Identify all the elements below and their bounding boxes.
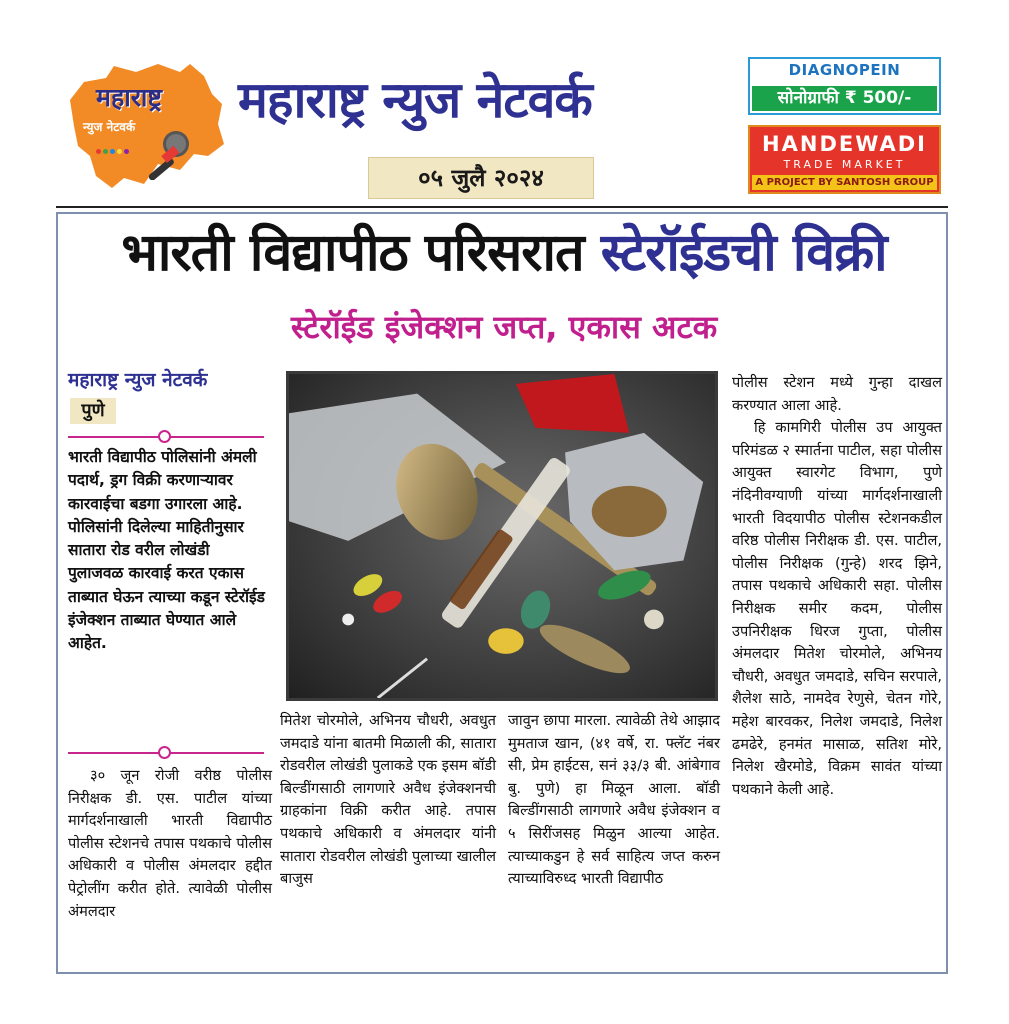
handewadi-ad[interactable] xyxy=(748,125,941,194)
article-column-4 xyxy=(732,372,942,801)
column-4-paragraph-2: हि कामगिरी पोलीस उप आयुक्त परिमंडळ २ स्मार्तना पाटील, सहा पोलीस आयुक्त स्वारगेट विभाग, पुणे नंदिनीवग्याणी यांच्या मार्गदर्शनाखाली भारती विदयापीठ पोलीस स्टेशनकडील वरिष्ठ पोलीस निरीक्षक डी. एस. पाटील, पोलीस निरीक्षक (गुन्हे) शरद झिने, तपास पथकाचे अधिकारी सहा. पोलीस निरीक्षक समीर कदम, पोलीस उपनिरीक्षक धिरज गुप्ता, पोलीस अंमलदार मितेश चोरमोले, अभिनय चौधरी, अवधुत जमदाडे, सचिन सरपाले, शैलेश साठे, नामदेव रेणुसे, चेतन गोरे, महेश बारवकर, निलेश जमदाडे, निलेश ढमढेरे, हनमंत मासाळ, सतिश मोरे, निलेश खैरमोडे, विक्रम सावंत यांच्या पथकाने केली आहे. xyxy=(732,419,942,798)
ad-subtitle: TRADE MARKET xyxy=(783,158,906,171)
column-4-paragraph-1: पोलीस स्टेशन मध्ये गुन्हा दाखल करण्यात आला आहे. xyxy=(732,374,942,414)
microphone-icon xyxy=(142,128,192,180)
ad-offer: सोनोग्राफी ₹ 500/- xyxy=(752,86,937,111)
ad-brand: DIAGNOPEIN xyxy=(788,61,901,79)
article-column-3: जावुन छापा मारला. त्यावेळी तेथे आझाद मुमताज खान, (४१ वर्षे, रा. फ्लॅट नंबर सी, प्रेम हाईटस, सनं ३३/३ बी. आंबेगाव बु. पुणे) हा मिळून आला. बॉडी बिल्डींगसाठी लागणारे अवैध इंजेक्शन व ५ सिरींजसह मिळुन आल्या आहेत. त्याच्याकडुन हे सर्व साहित्य जप्त करुन त्याच्याविरुध्द भारती विद्यापीठ xyxy=(508,712,720,888)
logo-subtitle: न्युज नेटवर्क xyxy=(83,120,136,134)
dateline-city: पुणे xyxy=(70,398,116,424)
diagnopein-ad[interactable] xyxy=(748,57,941,115)
headline-part1: भारती विद्यापीठ परिसरात xyxy=(121,223,584,283)
ad-brand: HANDEWADI xyxy=(762,132,927,156)
headline-part2: स्टेरॉईडची विक्री xyxy=(600,223,887,283)
byline: महाराष्ट्र न्युज नेटवर्क xyxy=(68,369,208,391)
article-column-2: मितेश चोरमोले, अभिनय चौधरी, अवधुत जमदाडे यांना बातमी मिळाली की, सातारा रोडवरील लोखंडी पुलाकडे एक इसम बॉडी बिल्डींगसाठी लागणारे अवैध इंजेक्शनची ग्राहकांना विक्री करीत आहे. तपास पथकाचे अधिकारी व अंमलदार यांनी सातारा रोडवरील लोखंडी पुलाच्या खालील बाजुस xyxy=(280,712,496,888)
article-column-1: ३० जून रोजी वरीष्ठ पोलीस निरीक्षक डी. एस. पाटील यांच्या मार्गदर्शनाखाली भारती विद्यापीठ पोलीस स्टेशनचे तपास पथकाचे पोलीस अधिकारी व पोलीस अंमलदार हद्दीत पेट्रोलींग करीत होते. त्यावेळी पोलीस अंमलदार xyxy=(68,767,272,920)
logo-title: महाराष्ट्र xyxy=(96,83,163,112)
article-subheadline: स्टेरॉईड इंजेक्शन जप्त, एकास अटक xyxy=(290,308,718,346)
drugs-syringe-photo xyxy=(286,371,718,701)
article-headline xyxy=(64,218,944,288)
separator-ornament xyxy=(158,746,171,759)
ad-tagline: A PROJECT BY SANTOSH GROUP xyxy=(752,175,937,190)
publication-date: ०५ जुलै २०२४ xyxy=(368,157,594,199)
article-lead: भारती विद्यापीठ पोलिसांनी अंमली पदार्थ, ड्रग विक्री करणाऱ्यावर कारवाईचा बडगा उगारला आहे. पोलिसांनी दिलेल्या माहितीनुसार सातारा रोड वरील लोखंडी पुलाजवळ कारवाई करत एकास ताब्यात घेऊन त्याच्या कडून स्टेरॉईड इंजेक्शन ताब्यात घेण्यात आले आहेत. xyxy=(68,448,265,653)
separator-ornament xyxy=(158,430,171,443)
header-divider xyxy=(56,206,948,208)
masthead-title: महाराष्ट्र न्युज नेटवर्क xyxy=(238,71,592,129)
